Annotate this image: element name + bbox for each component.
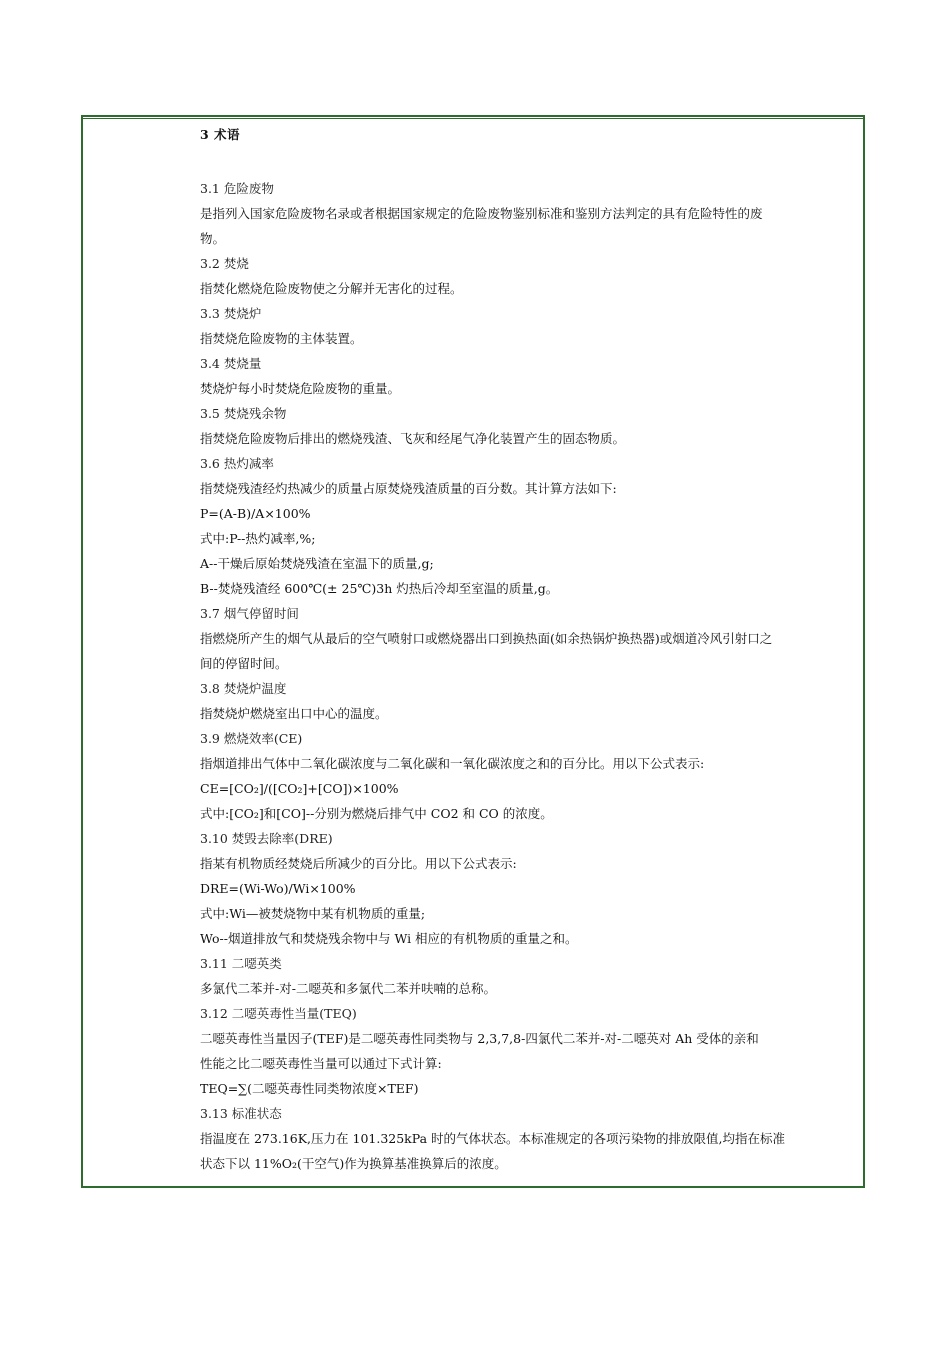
term-heading: 3.8 焚烧炉温度 [200,681,287,696]
body-line: 式中:Wi—被焚烧物中某有机物质的重量; [200,906,426,921]
term-heading: 3.11 二噁英类 [200,956,282,971]
frame-top-rule [83,118,863,119]
body-line: 是指列入国家危险废物名录或者根据国家规定的危险废物鉴别标准和鉴别方法判定的具有危险特性的废 [200,206,763,221]
term-heading: 3.4 焚烧量 [200,356,262,371]
body-line: 指焚烧危险废物后排出的燃烧残渣、飞灰和经尾气净化装置产生的固态物质。 [200,431,626,446]
term-heading: 3.10 焚毁去除率(DRE) [200,831,333,846]
body-line: 指焚烧危险废物的主体装置。 [200,331,363,346]
body-line: 指烟道排出气体中二氧化碳浓度与二氧化碳和一氧化碳浓度之和的百分比。用以下公式表示: [200,756,705,771]
body-line: 性能之比二噁英毒性当量可以通过下式计算: [200,1056,442,1071]
body-line: B--焚烧残渣经 600℃(± 25℃)3h 灼热后冷却至室温的质量,g。 [200,581,559,596]
body-line: CE=[CO₂]/([CO₂]+[CO])×100% [200,781,399,796]
body-line: A--干燥后原始焚烧残渣在室温下的质量,g; [200,556,434,571]
section-title: 3 术语 [200,127,241,142]
body-line: 二噁英毒性当量因子(TEF)是二噁英毒性同类物与 2,3,7,8-四氯代二苯并-对-二噁英对 Ah 受体的亲和 [200,1031,759,1046]
body-line: 指某有机物质经焚烧后所减少的百分比。用以下公式表示: [200,856,517,871]
term-heading: 3.13 标准状态 [200,1106,282,1121]
term-heading: 3.9 燃烧效率(CE) [200,731,303,746]
term-heading: 3.2 焚烧 [200,256,249,271]
body-line: P=(A-B)/A×100% [200,506,311,521]
body-line: 物。 [200,231,226,246]
body-line: 指温度在 273.16K,压力在 101.325kPa 时的气体状态。本标准规定的各项污染物的排放限值,均指在标准 [200,1131,786,1146]
term-heading: 3.5 焚烧残余物 [200,406,287,421]
term-heading: 3.1 危险废物 [200,181,274,196]
body-line: 指焚烧炉燃烧室出口中心的温度。 [200,706,388,721]
term-heading: 3.7 烟气停留时间 [200,606,299,621]
body-line: TEQ=∑(二噁英毒性同类物浓度×TEF) [200,1081,419,1096]
body-line: DRE=(Wi-Wo)/Wi×100% [200,881,356,896]
paragraph-list [200,176,864,1176]
body-line: 焚烧炉每小时焚烧危险废物的重量。 [200,381,401,396]
term-heading: 3.12 二噁英毒性当量(TEQ) [200,1006,357,1021]
body-line: 式中:P--热灼减率,%; [200,531,316,546]
body-line: 指焚烧残渣经灼热减少的质量占原焚烧残渣质量的百分数。其计算方法如下: [200,481,617,496]
body-line: 指焚化燃烧危险废物使之分解并无害化的过程。 [200,281,463,296]
body-line: 多氯代二苯并-对-二噁英和多氯代二苯并呋喃的总称。 [200,981,496,996]
body-line: 指燃烧所产生的烟气从最后的空气喷射口或燃烧器出口到换热面(如余热锅炉换热器)或烟道冷风引射口之 [200,631,773,646]
body-line: 间的停留时间。 [200,656,288,671]
term-heading: 3.6 热灼减率 [200,456,274,471]
body-line: Wo--烟道排放气和焚烧残余物中与 Wi 相应的有机物质的重量之和。 [200,931,578,946]
body-line: 式中:[CO₂]和[CO]--分别为燃烧后排气中 CO2 和 CO 的浓度。 [200,806,553,821]
term-heading: 3.3 焚烧炉 [200,306,262,321]
document-body [200,126,864,1176]
body-line: 状态下以 11%O₂(干空气)作为换算基准换算后的浓度。 [200,1156,507,1171]
